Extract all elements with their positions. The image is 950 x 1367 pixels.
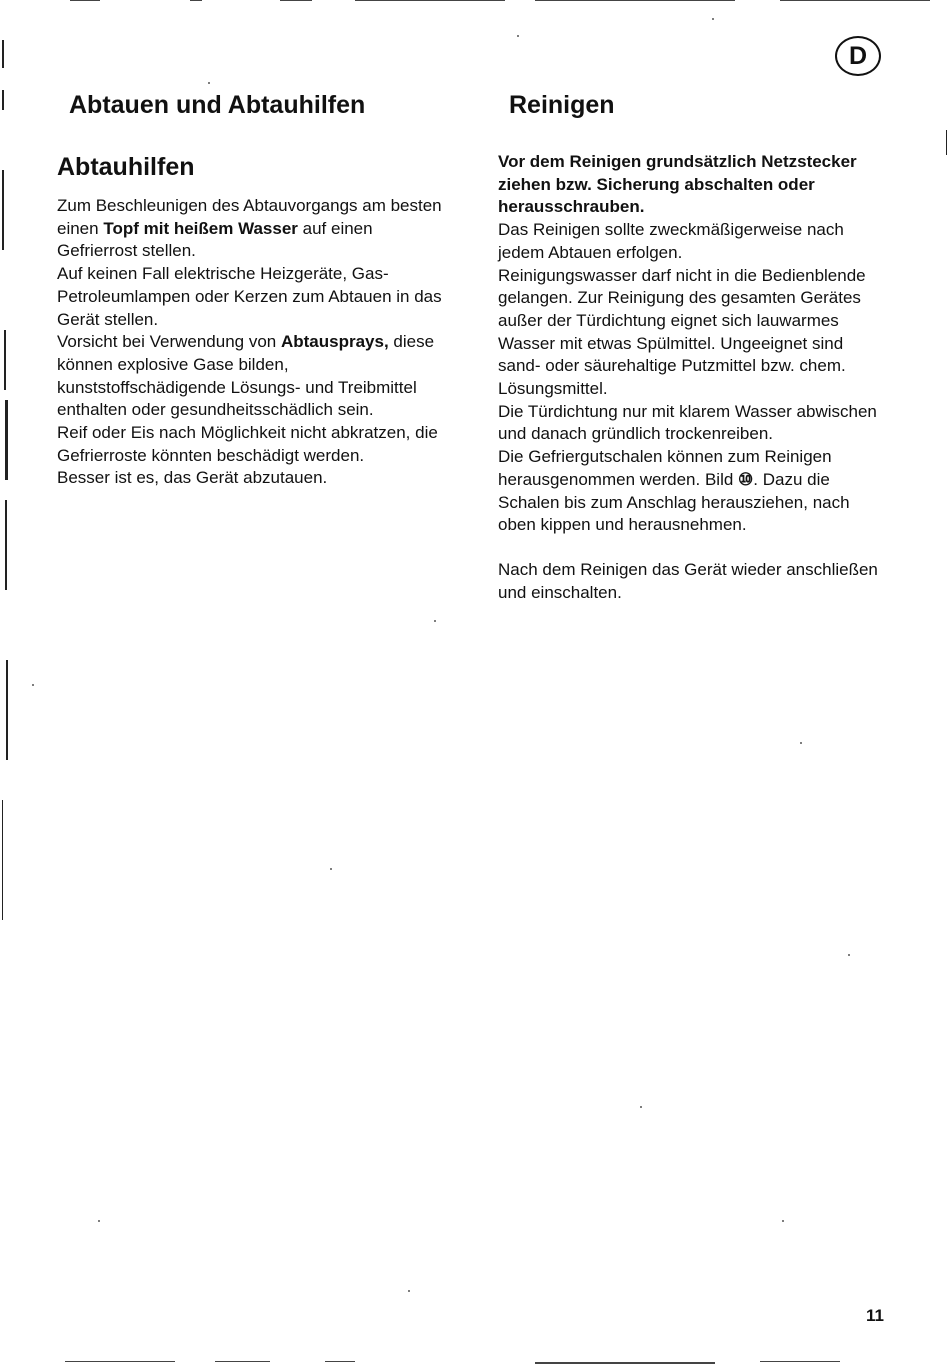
paragraph: Nach dem Reinigen das Gerät wieder anschließen und einschalten. <box>498 559 878 602</box>
paragraph: Die Gefriergutschalen können zum Reinigen herausgenommen werden. Bild ⑩. Dazu die Schalen bis zum Anschlag herausziehen, nach oben kippen und herausnehmen. <box>498 447 850 535</box>
scan-rule-top <box>70 0 100 1</box>
scan-edge-mark <box>5 400 8 480</box>
scan-rule-top <box>280 0 312 1</box>
paragraph: Reinigungswasser darf nicht in die Bedienblende gelangen. Zur Reinigung des gesamten Gerätes außer der Türdichtung eignet sich lauwarmes Wasser mit etwas Spülmittel. Ungeeignet sind sand- oder säurehaltige Putzmittel bzw. chem. Lösungsmittel. <box>498 265 866 399</box>
scan-edge-mark <box>6 660 8 760</box>
section-subtitle-abtauhilfen: Abtauhilfen <box>57 153 195 181</box>
scan-speck <box>98 1220 100 1222</box>
scan-edge-mark <box>946 130 947 155</box>
scan-speck <box>848 954 850 956</box>
right-column-body <box>498 151 888 604</box>
scan-speck <box>330 868 332 870</box>
scan-speck <box>517 35 519 37</box>
paragraph: Zum Beschleunigen des Abtauvorgangs am besten einen Topf mit heißem Wasser auf einen Gefrierrost stellen. <box>57 196 442 261</box>
scan-edge-mark <box>2 800 3 920</box>
scan-edge-mark <box>2 40 4 68</box>
scan-rule-top <box>780 0 930 1</box>
scan-rule-top <box>535 0 735 1</box>
paragraph: Das Reinigen sollte zweckmäßigerweise nach jedem Abtauen erfolgen. <box>498 220 844 262</box>
page-number: 11 <box>866 1306 884 1325</box>
scan-rule-bottom <box>760 1361 840 1362</box>
left-column-body <box>57 195 449 490</box>
section-title-abtauen: Abtauen und Abtauhilfen <box>69 91 366 119</box>
scan-rule-bottom <box>535 1362 715 1364</box>
scan-edge-mark <box>5 500 7 590</box>
paragraph: Die Türdichtung nur mit klarem Wasser abwischen und danach gründlich trockenreiben. <box>498 401 877 444</box>
scan-rule-bottom <box>325 1361 355 1362</box>
scan-speck <box>208 82 210 84</box>
scan-rule-bottom <box>215 1361 270 1362</box>
paragraph: Auf keinen Fall elektrische Heizgeräte, Gas-Petroleumlampen oder Kerzen zum Abtauen in das Gerät stellen. <box>57 264 442 329</box>
scan-speck <box>408 1290 410 1292</box>
scan-edge-mark <box>2 90 4 110</box>
figure-ref-icon: ⑩ <box>738 469 754 489</box>
scan-speck <box>782 1220 784 1222</box>
scan-edge-mark <box>2 170 4 250</box>
scan-speck <box>800 742 802 744</box>
scan-edge-mark <box>4 330 6 390</box>
emphasis: Topf mit heißem Wasser <box>103 218 298 238</box>
paragraph: Besser ist es, das Gerät abzutauen. <box>57 468 328 488</box>
scan-speck <box>640 1106 642 1108</box>
section-title-reinigen: Reinigen <box>509 91 615 119</box>
scan-rule-top <box>190 0 202 1</box>
warning-paragraph: Vor dem Reinigen grundsätzlich Netzstecker ziehen bzw. Sicherung abschalten oder herausschrauben. <box>498 152 857 217</box>
paragraph: Vorsicht bei Verwendung von Abtausprays, diese können explosive Gase bilden, kunststoffschädigende Lösungs- und Treibmittel enthalten oder gesundheitsschädlich sein. <box>57 332 435 420</box>
paragraph: Reif oder Eis nach Möglichkeit nicht abkratzen, die Gefrierroste könnten beschädigt werden. <box>57 423 438 465</box>
scan-rule-bottom <box>65 1361 175 1362</box>
scan-speck <box>434 620 436 622</box>
scan-speck <box>32 684 34 686</box>
scan-speck <box>712 18 714 20</box>
scan-rule-top <box>355 0 505 1</box>
language-badge-icon: D <box>835 36 881 76</box>
paragraph-gap <box>498 537 888 559</box>
emphasis: Abtausprays, <box>280 332 389 352</box>
